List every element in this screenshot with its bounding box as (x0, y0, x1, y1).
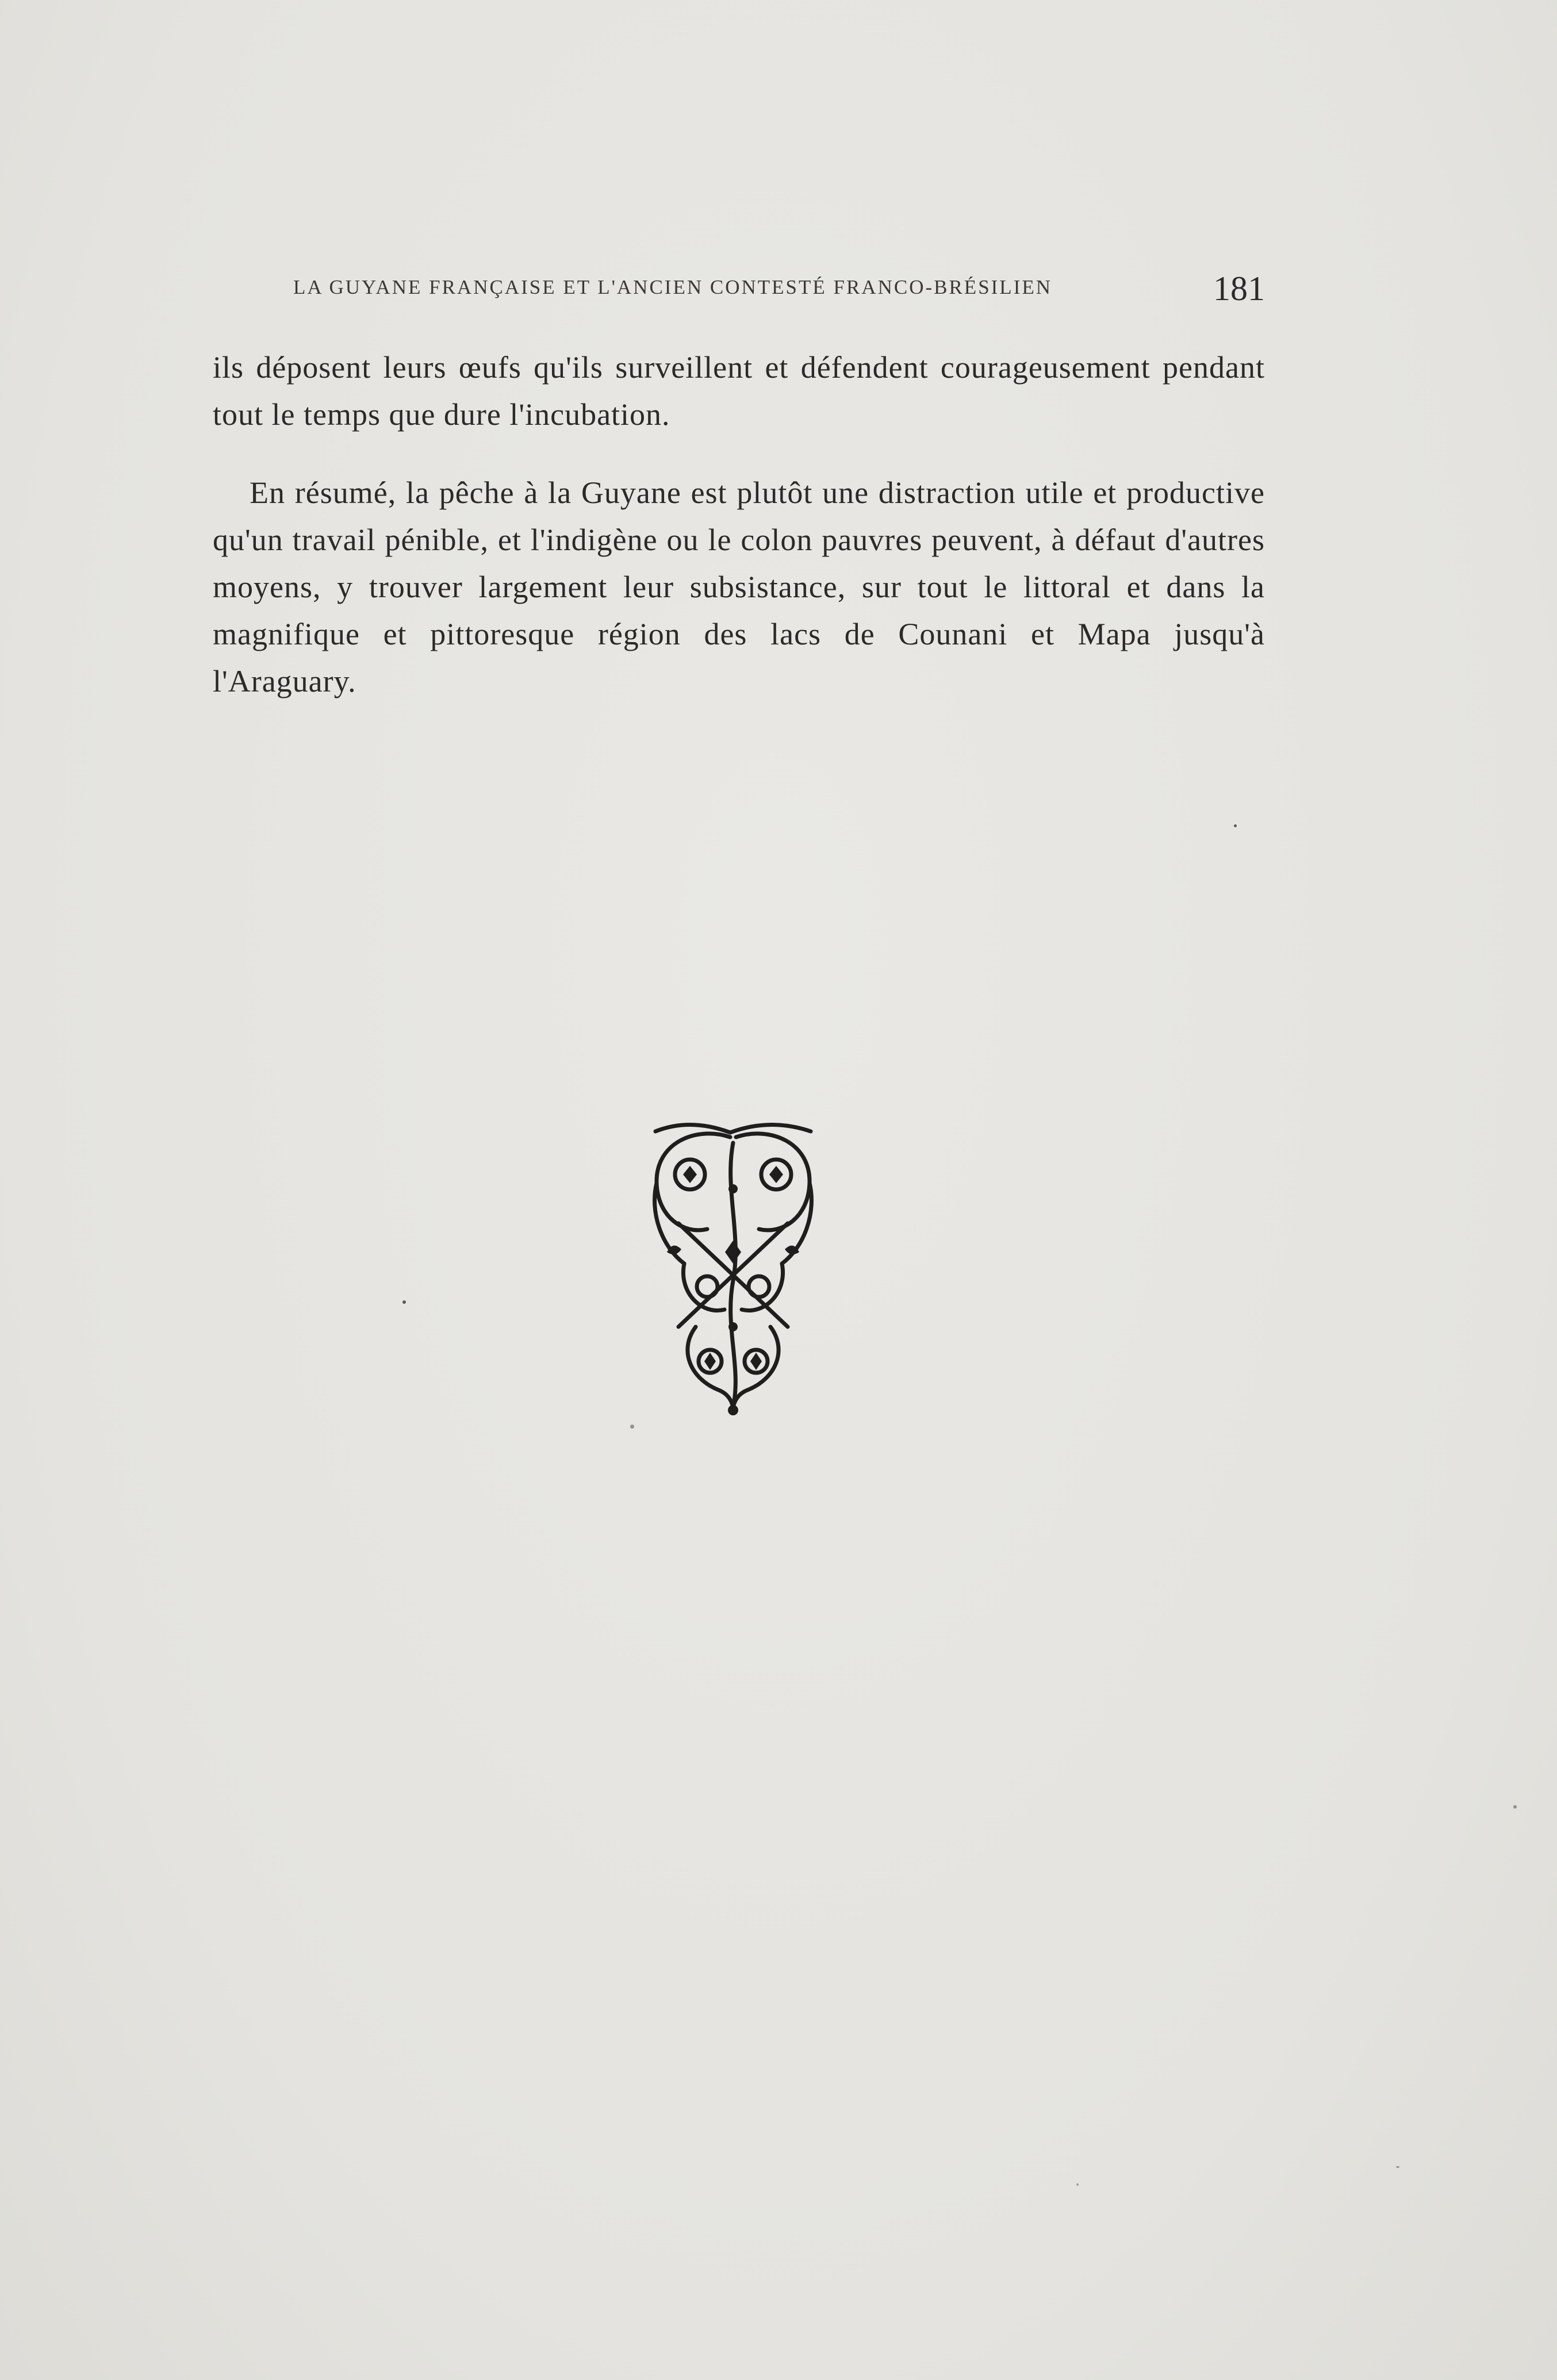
paper-speck (1513, 1805, 1517, 1809)
paragraph: ils déposent leurs œufs qu'ils surveillent et défendent courageusement pendant tout le temps que dure l'incubation. (213, 350, 1265, 432)
page-number: 181 (1213, 270, 1265, 308)
paper-speck (1396, 2166, 1399, 2168)
paper-speck (1076, 2183, 1079, 2186)
floral-scroll-ornament-icon (644, 1120, 822, 1419)
running-title: LA GUYANE FRANÇAISE ET L'ANCIEN CONTESTÉ FRANCO-BRÉSILIEN (293, 276, 1053, 298)
running-head (293, 269, 1265, 309)
paper-speck (1234, 824, 1237, 827)
paragraph: En résumé, la pêche à la Guyane est plutôt une distraction utile et productive qu'un travail pénible, et l'indigène ou le colon pauvres peuvent, à défaut d'autres moyens, y trouver largement leur subsistance, sur tout le littoral et dans la magnifique et pittoresque région des lacs de Counani et Mapa jusqu'à l'Araguary. (213, 475, 1265, 698)
paper-speck (402, 1300, 406, 1304)
paper-speck (630, 1425, 634, 1429)
body-text (213, 344, 1265, 705)
